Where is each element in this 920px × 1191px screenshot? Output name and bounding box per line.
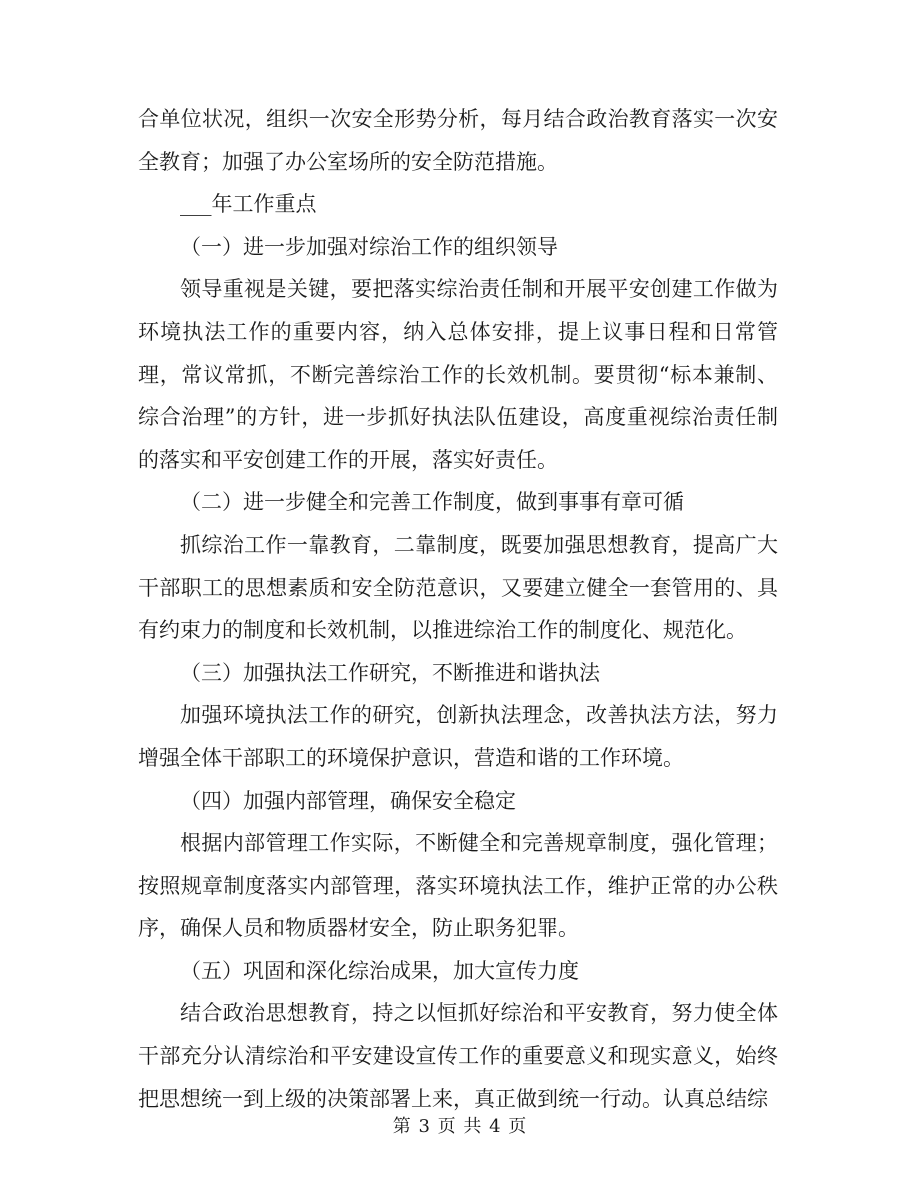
- section-heading-4: （四）加强内部管理，确保安全稳定: [180, 788, 516, 813]
- document-body: [138, 98, 778, 1120]
- paragraph: 根据内部管理工作实际，不断健全和完善规章制度，强化管理；按照规章制度落实内部管理，落实环境执法工作，维护正常的办公秩序，确保人员和物质器材安全，防止职务犯罪。: [138, 831, 778, 941]
- paragraph: 结合政治思想教育，持之以恒抓好综治和平安教育，努力使全体干部充分认清综治和平安建设宣传工作的重要意义和现实意义，始终把思想统一到上级的决策部署上来，真正做到统一行动。认真总结综: [138, 1001, 778, 1111]
- paragraph: 领导重视是关键，要把落实综治责任制和开展平安创建工作做为环境执法工作的重要内容，纳入总体安排，提上议事日程和日常管理，常议常抓，不断完善综治工作的长效机制。要贯彻“标本兼制、综合治理”的方针，进一步抓好执法队伍建设，高度重视综治责任制的落实和平安创建工作的开展，落实好责任。: [138, 277, 778, 472]
- section-heading-5: （五）巩固和深化综治成果，加大宣传力度: [180, 958, 579, 983]
- paragraph-continued: 合单位状况，组织一次安全形势分析，每月结合政治教育落实一次安全教育；加强了办公室场所的安全防范措施。: [138, 107, 778, 174]
- section-heading-2: （二）进一步健全和完善工作制度，做到事事有章可循: [180, 490, 684, 515]
- paragraph: 加强环境执法工作的研究，创新执法理念，改善执法方法，努力增强全体干部职工的环境保护意识，营造和谐的工作环境。: [138, 703, 778, 770]
- section-heading-1: （一）进一步加强对综治工作的组织领导: [180, 234, 558, 259]
- section-heading-3: （三）加强执法工作研究，不断推进和谐执法: [180, 660, 600, 685]
- page-number-footer: 第 3 页 共 4 页: [392, 1116, 528, 1137]
- section-title: ___年工作重点: [180, 192, 317, 217]
- paragraph: 抓综治工作一靠教育，二靠制度，既要加强思想教育，提高广大干部职工的思想素质和安全防范意识，又要建立健全一套管用的、具有约束力的制度和长效机制，以推进综治工作的制度化、规范化。: [138, 532, 778, 643]
